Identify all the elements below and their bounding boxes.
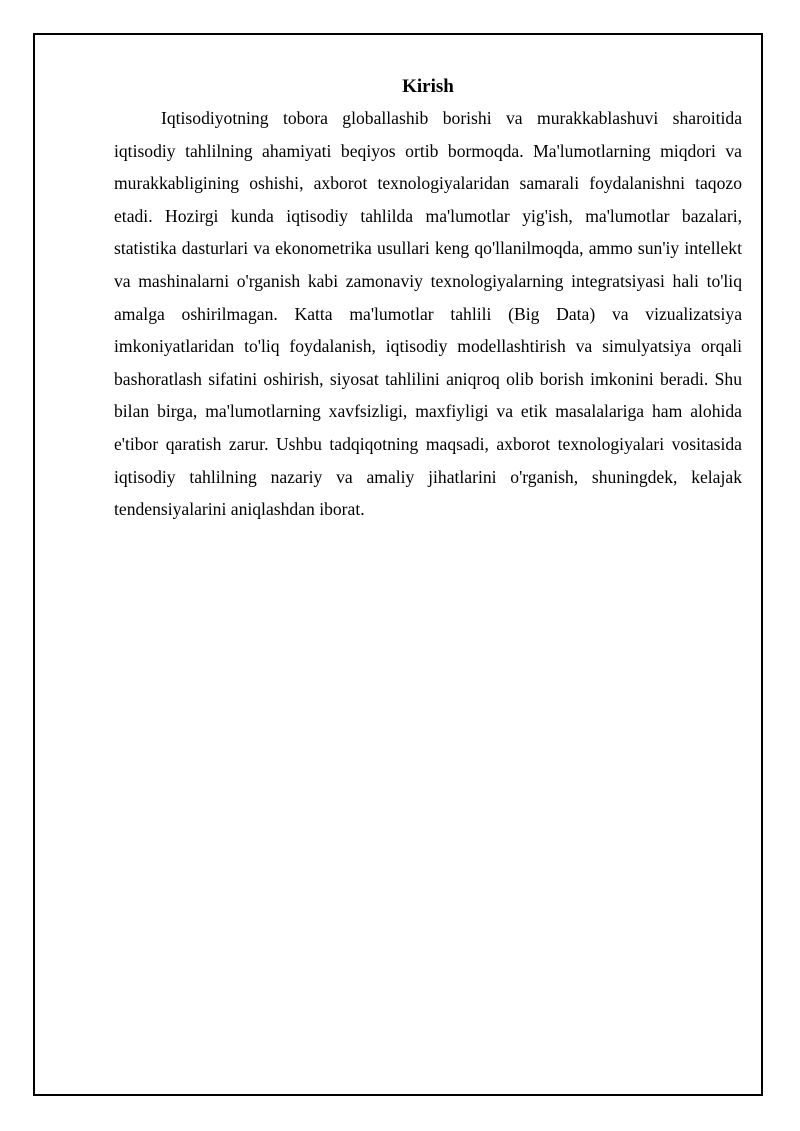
page-content bbox=[114, 74, 742, 526]
body-paragraph: Iqtisodiyotning tobora globallashib borishi va murakkablashuvi sharoitida iqtisodiy tahlilning ahamiyati beqiyos ortib bormoqda. Ma'lumotlarning miqdori va murakkabligining oshishi, axborot texnologiyalaridan samarali foydalanishni taqozo etadi. Hozirgi kunda iqtisodiy tahlilda ma'lumotlar yig'ish, ma'lumotlar bazalari, statistika dasturlari va ekonometrika usullari keng qo'llanilmoqda, ammo sun'iy intellekt va mashinalarni o'rganish kabi zamonaviy texnologiyalarning integratsiyasi hali to'liq amalga oshirilmagan. Katta ma'lumotlar tahlili (Big Data) va vizualizatsiya imkoniyatlaridan to'liq foydalanish, iqtisodiy modellashtirish va simulyatsiya orqali bashoratlash sifatini oshirish, siyosat tahlilini aniqroq olib borish imkonini beradi. Shu bilan birga, ma'lumotlarning xavfsizligi, maxfiyligi va etik masalalariga ham alohida e'tibor qaratish zarur. Ushbu tadqiqotning maqsadi, axborot texnologiyalari vositasida iqtisodiy tahlilning nazariy va amaliy jihatlarini o'rganish, shuningdek, kelajak tendensiyalarini aniqlashdan iborat. bbox=[114, 108, 742, 520]
section-title: Kirish bbox=[402, 76, 454, 97]
